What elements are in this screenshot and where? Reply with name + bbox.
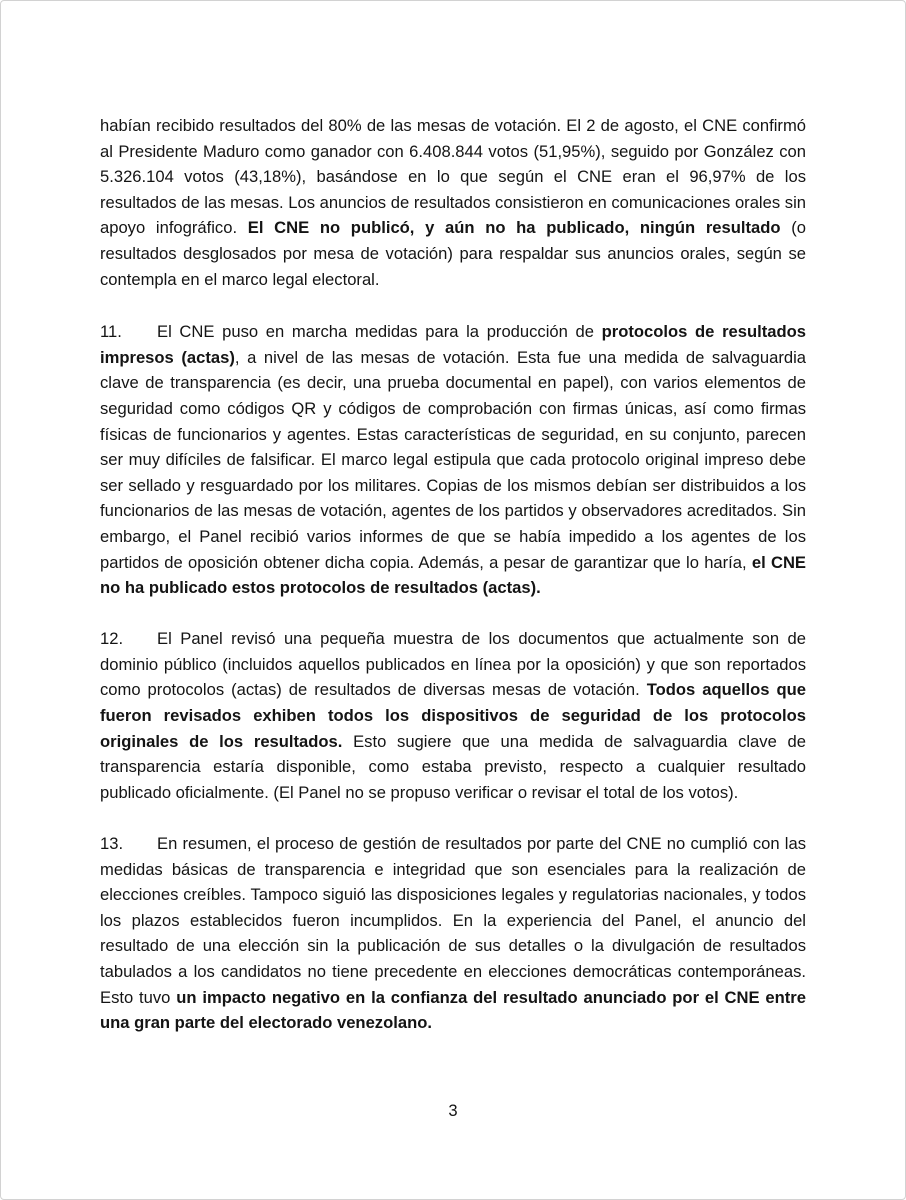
paragraph-13 <box>100 831 806 1036</box>
segment: , a nivel de las mesas de votación. Esta fue una medida de salvaguardia clave de transparencia (es decir, una prueba documental en papel), con varios elementos de seguridad como códigos QR y códigos de comprobación con firmas únicas, así como firmas físicas de funcionarios y agentes. Estas características de seguridad, en su conjunto, parecen ser muy difíciles de falsificar. El marco legal estipula que cada protocolo original impreso debe ser sellado y resguardado por los militares. Copias de los mismos debían ser distribuidos a los funcionarios de las mesas de votación, agentes de los partidos y observadores acreditados. Sin embargo, el Panel recibió varios informes de que se había impedido a los agentes de los partidos de oposición obtener dicha copia. Además, a pesar de garantizar que lo haría, <box>100 347 806 572</box>
document-body <box>100 113 806 1061</box>
paragraph-11 <box>100 319 806 601</box>
bold-segment: Todos aquellos que fueron revisados exhiben todos los dispositivos de seguridad de los protocolos originales de los resultados. <box>100 680 807 751</box>
segment: habían recibido resultados del 80% de las mesas de votación. El 2 de agosto, el CNE confirmó al Presidente Maduro como ganador con 6.408.844 votos (51,95%), seguido por González con 5.326.104 votos (43,18%), basándose en lo que según el CNE eran el 96,97% de los resultados de las mesas. Los anuncios de resultados consistieron en comunicaciones orales sin apoyo infográfico. <box>100 116 806 238</box>
bold-segment: protocolos de resultados impresos (actas) <box>100 322 806 367</box>
paragraph-10-continuation <box>100 113 806 292</box>
segment: El CNE puso en marcha medidas para la producción de <box>157 322 602 342</box>
segment: El Panel revisó una pequeña muestra de los documentos que actualmente son de dominio público (incluidos aquellos publicados en línea por la oposición) y que son reportados como protocolos (actas) de resultados de diversas mesas de votación. <box>100 629 806 700</box>
bold-segment: El CNE no publicó, y aún no ha publicado, ningún resultado <box>247 218 781 238</box>
page-number: 3 <box>448 1101 458 1120</box>
paragraph-number: 13. <box>100 834 124 854</box>
bold-segment: un impacto negativo en la confianza del resultado anunciado por el CNE entre una gran parte del electorado venezolano. <box>100 987 806 1033</box>
paragraph-number: 11. <box>100 322 122 342</box>
bold-segment: el CNE no ha publicado estos protocolos de resultados (actas). <box>100 552 806 598</box>
segment: En resumen, el proceso de gestión de resultados por parte del CNE no cumplió con las medidas básicas de transparencia e integridad que son esenciales para la realización de elecciones creíbles. Tampoco siguió las disposiciones legales y regulatorias nacionales, y todos los plazos establecidos fueron incumplidos. En la experiencia del Panel, el anuncio del resultado de una elección sin la publicación de sus detalles o la divulgación de resultados tabulados a los candidatos no tiene precedente en elecciones democráticas contemporáneas. Esto tuvo <box>100 834 806 1007</box>
segment: Esto sugiere que una medida de salvaguardia clave de transparencia estaría disponible, como estaba previsto, respecto a cualquier resultado publicado oficialmente. (El Panel no se propuso verificar o revisar el total de los votos). <box>100 731 806 802</box>
paragraph-12 <box>100 626 806 805</box>
paragraph-number: 12. <box>100 629 124 649</box>
segment: (o resultados desglosados por mesa de votación) para respaldar sus anuncios orales, según se contempla en el marco legal electoral. <box>100 218 806 289</box>
